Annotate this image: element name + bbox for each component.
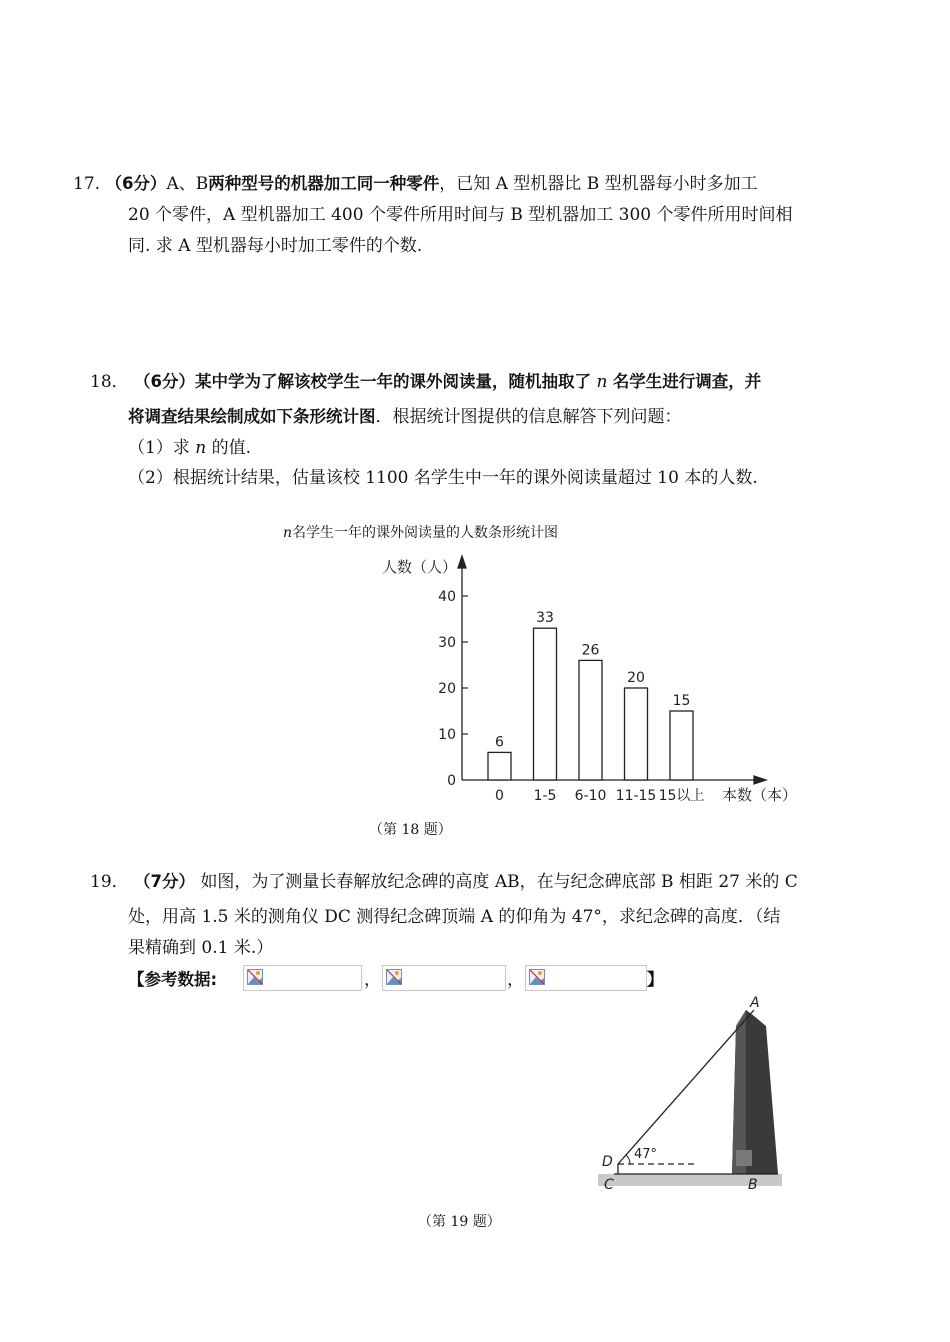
label-b: B [748, 1177, 758, 1192]
y-tick-label: 20 [438, 681, 456, 697]
q17-line1-a: A、B [166, 174, 209, 194]
x-tick-label: 1-5 [533, 788, 557, 804]
q17-line1-c: ，已知 A 型机器比 B 型机器每小时多加工 [439, 174, 758, 194]
bar [670, 711, 693, 780]
x-tick-labels [495, 788, 704, 804]
chart-title-text: 名学生一年的课外阅读量的人数条形统计图 [292, 525, 559, 541]
angle-label: 47° [634, 1147, 658, 1162]
ref-formula-image-1 [243, 965, 362, 991]
chart-title-n: n [283, 525, 293, 541]
ref-formula-image-3 [525, 965, 647, 991]
monument-base-window [736, 1150, 752, 1166]
q18-caption: （第 18 题） [369, 822, 452, 838]
monument-shade [732, 1010, 746, 1174]
x-axis-arrow [754, 776, 766, 784]
q18-line2 [128, 406, 682, 428]
q19-line1 [90, 871, 798, 893]
q19-score: （7分） [134, 872, 196, 891]
bar-chart [370, 548, 810, 810]
bar-value-label: 15 [672, 693, 691, 709]
x-tick-label: 11-15 [615, 788, 657, 804]
label-d: D [602, 1154, 613, 1170]
q17-line2: 20 个零件，A 型机器加工 400 个零件所用时间与 B 型机器加工 300 个零件所用时间相 [128, 205, 793, 225]
y-tick-label: 30 [438, 635, 456, 651]
bar [579, 660, 602, 780]
q18-sub2: （2）根据统计结果，估量该校 1100 名学生中一年的课外阅读量超过 10 本的人数. [128, 468, 758, 488]
q19-ref-open: 【参考数据: [128, 970, 218, 989]
x-tick-label: 15以上 [658, 788, 705, 804]
y-tick-label: 40 [438, 589, 456, 605]
broken-image-icon [247, 969, 263, 985]
bar-value-label: 20 [627, 670, 645, 686]
y-axis-label: 人数（人） [382, 558, 458, 576]
y-ticks [438, 589, 468, 789]
q18-sub1-a: （1）求 [128, 438, 190, 458]
q18-sub1 [128, 437, 251, 459]
bars [488, 610, 693, 780]
axes [458, 556, 766, 784]
q18-line2-bold: 将调查结果绘制成如下条形统计图 [128, 407, 376, 426]
label-a: A [750, 995, 760, 1011]
y-axis-arrow [458, 556, 466, 568]
broken-image-icon [386, 969, 402, 985]
q19-number: 19． [90, 872, 129, 892]
q18-sub1-n: n [195, 438, 207, 458]
q17-line3: 同. 求 A 型机器每小时加工零件的个数. [128, 236, 423, 256]
x-tick-label: 0 [495, 788, 504, 804]
q17-line1-b: 两种型号的机器加工同一种零件 [208, 174, 440, 193]
q17-number: 17. [73, 174, 101, 194]
q19-line3: 果精确到 0.1 米.） [128, 938, 274, 958]
q17-score: （6分） [105, 174, 167, 193]
bar [534, 628, 557, 780]
q19-ref-close: 】 [647, 970, 664, 989]
bar [488, 752, 511, 780]
broken-image-icon [529, 969, 545, 985]
q18-line1 [90, 371, 761, 393]
q18-n-symbol: n [596, 372, 608, 392]
bar-value-label: 33 [536, 610, 554, 627]
chart-title [283, 522, 558, 544]
label-c: C [604, 1177, 614, 1192]
x-tick-label: 6-10 [574, 788, 607, 804]
q17-line1 [73, 173, 758, 195]
x-axis-label: 本数（本） [722, 786, 798, 804]
bar-value-label: 26 [581, 642, 600, 659]
q18-line1-bold: （6分）某中学为了解该校学生一年的课外阅读量，随机抽取了 [134, 372, 592, 391]
ref-formula-image-2 [382, 965, 506, 991]
ref-sep-2: ， [507, 970, 524, 990]
bar [625, 688, 648, 780]
bar-value-label: 6 [495, 734, 504, 751]
q19-caption: （第 19 题） [418, 1214, 501, 1230]
ref-sep-1: ， [364, 970, 381, 990]
q18-line1-bold-b: 名学生进行调查，并 [612, 372, 762, 391]
q19-line1-text: 如图，为了测量长春解放纪念碑的高度 AB，在与纪念碑底部 B 相距 27 米的 C [200, 872, 798, 892]
q18-number: 18． [90, 372, 129, 392]
angle-arc [626, 1155, 630, 1164]
q18-line2-rest: ．根据统计图提供的信息解答下列问题： [375, 407, 682, 427]
y-tick-label: 10 [438, 727, 456, 743]
y-tick-label: 0 [447, 773, 456, 789]
monument-figure [596, 994, 788, 1192]
q19-line2: 处，用高 1.5 米的测角仪 DC 测得纪念碑顶端 A 的仰角为 47°，求纪念碑的高度．（结 [128, 907, 781, 927]
q18-sub1-b: 的值. [211, 438, 251, 458]
